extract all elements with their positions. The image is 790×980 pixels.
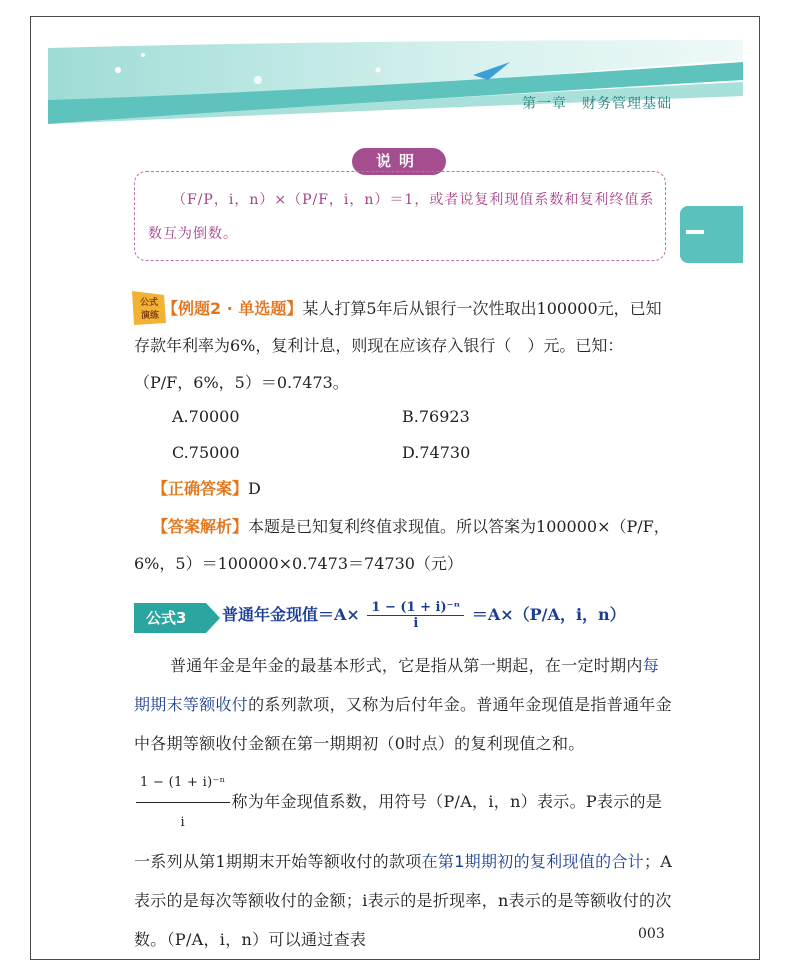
answer-tag: 【正确答案】 (152, 479, 249, 498)
body-highlight-1: 每期期末等额收付 (134, 656, 660, 714)
formula-prefix: 普通年金现值＝A× (222, 605, 360, 624)
analysis-text: 本题是已知复利终值求现值。所以答案为100000×（P/F，6%，5）＝100000×0.7473＝74730（元） (134, 517, 670, 573)
body-text-4: ；A表示的是每次等额收付的金额；i表示的是折现率，n表示的是等额收付的次数。（P/A，i，n）可以通过查表 (134, 852, 673, 949)
analysis-tag: 【答案解析】 (152, 517, 249, 536)
body-fraction-numerator: 1 − (1 + i)⁻ⁿ (136, 763, 230, 803)
formula-suffix: ＝A×（P/A，i，n） (471, 605, 626, 624)
body-text-3: 称为年金现值系数，用符号（P/A，i，n）表示。P表示的是一系列从第1期期末开始等额收付的款项 (134, 792, 663, 871)
body-fraction-denominator: i (180, 815, 185, 830)
example-tag: 【例题2 · 单选题】 (162, 299, 303, 318)
answer-value: D (248, 479, 261, 498)
example-question-text: 某人打算5年后从银行一次性取出100000元，已知存款年利率为6%，复利计息，则现在应该存入银行（ ）元。已知：（P/F，6%，5）＝0.7473。 (134, 299, 662, 392)
body-fraction (136, 763, 230, 842)
body-paragraph (134, 646, 674, 959)
body-text-1: 普通年金是年金的最基本形式，它是指从第一期起，在一定时期内 (170, 656, 643, 675)
formula-fraction (367, 600, 464, 631)
formula-numerator: 1 − (1 + i)⁻ⁿ (367, 600, 464, 616)
formula-denominator: i (413, 616, 419, 631)
correct-answer (152, 476, 261, 499)
body-highlight-2: 在第1期期初的复利现值的合计 (421, 852, 644, 871)
example-question (134, 290, 674, 401)
option-c: C.75000 (172, 443, 240, 462)
answer-analysis (134, 508, 674, 582)
note-text: （F/P，i，n）×（P/F，i，n）＝1，或者说复利现值系数和复利终值系数互为倒数。 (148, 192, 655, 242)
option-d: D.74730 (402, 443, 471, 462)
option-a: A.70000 (172, 407, 240, 426)
formula-expression (222, 600, 626, 631)
formula-label: 公式3 (134, 603, 206, 633)
option-b: B.76923 (402, 407, 470, 426)
page-number: 003 (638, 926, 665, 942)
badge-line1: 公式 (139, 298, 159, 308)
badge-line2: 演练 (140, 311, 160, 321)
note-title: 说明 (352, 148, 446, 175)
chapter-side-tab[interactable] (680, 206, 743, 263)
body-text-2: 的系列款项，又称为后付年金。普通年金现值是指普通年金中各期等额收付金额在第一期期初（0时点）的复利现值之和。 (134, 695, 672, 753)
chapter-title: 第一章 财务管理基础 (522, 96, 672, 112)
